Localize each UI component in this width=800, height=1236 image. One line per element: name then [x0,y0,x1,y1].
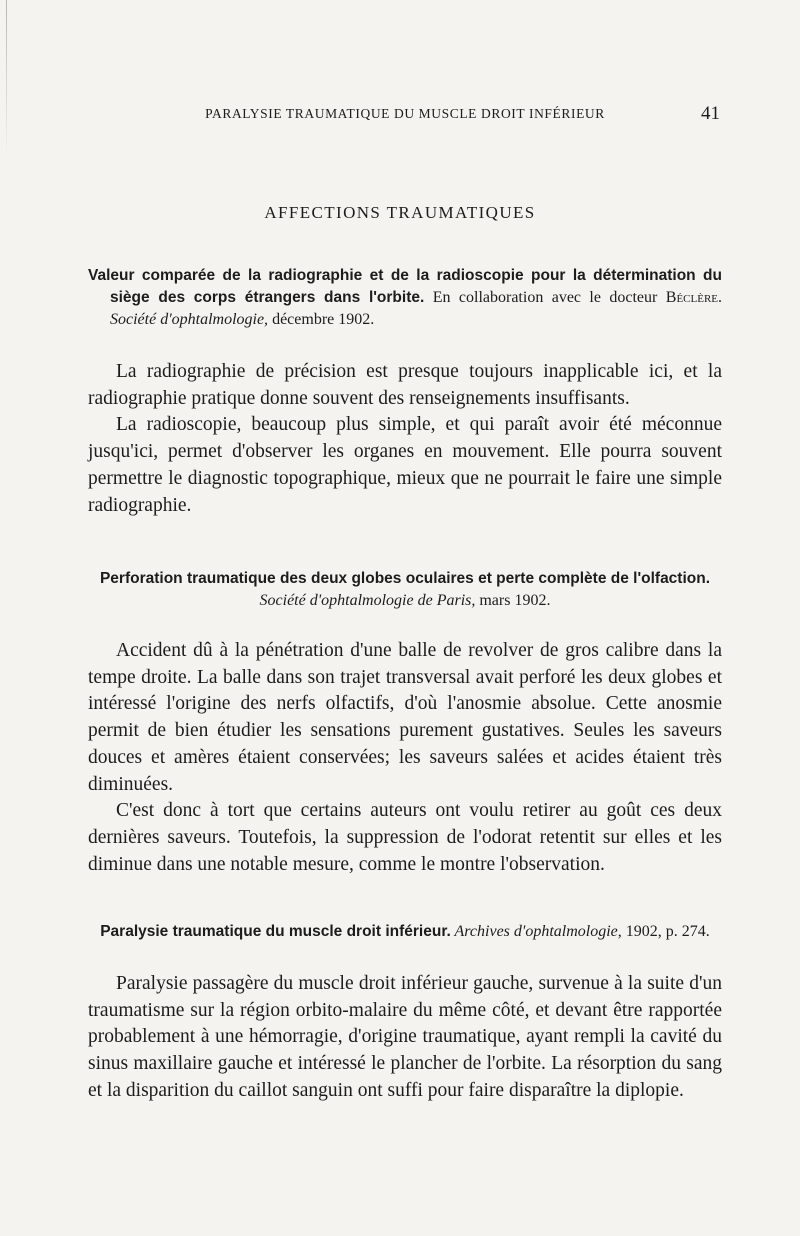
entry-date: décembre 1902. [268,311,375,328]
entry-body [88,359,722,519]
entry-heading [88,265,722,331]
entry-title: Perforation traumatique des deux globes oculaires et perte complète de l'olfaction. [99,570,711,587]
entry-source: Société d'ophtalmologie de Paris, [259,592,476,609]
entry-source: Société d'ophtalmologie, [110,311,269,328]
entry-heading [88,568,722,612]
entry-separator: . [718,289,723,306]
entry-body [88,638,722,878]
bibliography-entry [88,921,722,1105]
entry-title: Valeur comparée de la radiographie et de la radioscopie pour la détermination du siège des corps étrangers dans l'orbite. [88,267,722,306]
bibliography-entry [88,568,722,878]
running-head: PARALYSIE TRAUMATIQUE DU MUSCLE DROIT INFÉRIEUR [205,106,605,121]
entry-body [88,971,722,1105]
section-title: AFFECTIONS TRAUMATIQUES [264,203,536,222]
entry-source: Archives d'ophtalmologie, [450,923,622,940]
entry-note: En collaboration avec le docteur [424,289,666,306]
paragraph: La radioscopie, beaucoup plus simple, et qui paraît avoir été méconnue jusqu'ici, permet d'observer les organes en mouvement. Elle pourra souvent permettre le diagnostic topographique, mieux que ne pourrait le faire une simple radiographie. [88,414,722,516]
scan-edge-mark [6,0,7,160]
entry-date: 1902, p. 274. [621,923,710,940]
paragraph: Accident dû à la pénétration d'une balle de revolver de gros calibre dans la tempe droite. La balle dans son trajet transversal avait perforé les deux globes et intéressé l'origine des nerfs olfactifs, d'où l'anosmie absolue. Cette anosmie permit de bien étudier les sensations purement gustatives. Seules les saveurs douces et amères étaient conservées; les saveurs salées et acides étaient très diminuées. [88,640,722,795]
paragraph: La radiographie de précision est presque toujours inapplicable ici, et la radiographie pratique donne souvent des renseignements insuffisants. [88,361,722,409]
entry-heading [88,921,722,943]
paragraph: Paralysie passagère du muscle droit inférieur gauche, survenue à la suite d'un traumatisme sur la région orbito-malaire du même côté, et devant être rapportée probablement à une hémorragie, d'origine traumatique, ayant rempli la cavité du sinus maxillaire gauche et intéressé le plancher de l'orbite. La résorption du sang et la disparition du caillot sanguin ont suffi pour faire disparaître la diplopie. [88,973,722,1101]
paragraph: C'est donc à tort que certains auteurs ont voulu retirer au goût ces deux dernières saveurs. Toutefois, la suppression de l'odorat retentit sur elles et les diminue dans une notable mesure, comme le montre l'observation. [88,800,722,875]
entry-date: mars 1902. [475,592,551,609]
page-number: 41 [701,103,720,124]
bibliography-entry [88,265,722,519]
entry-title: Paralysie traumatique du muscle droit inférieur. [100,923,451,940]
entry-collaborator: Béclère [665,289,719,306]
